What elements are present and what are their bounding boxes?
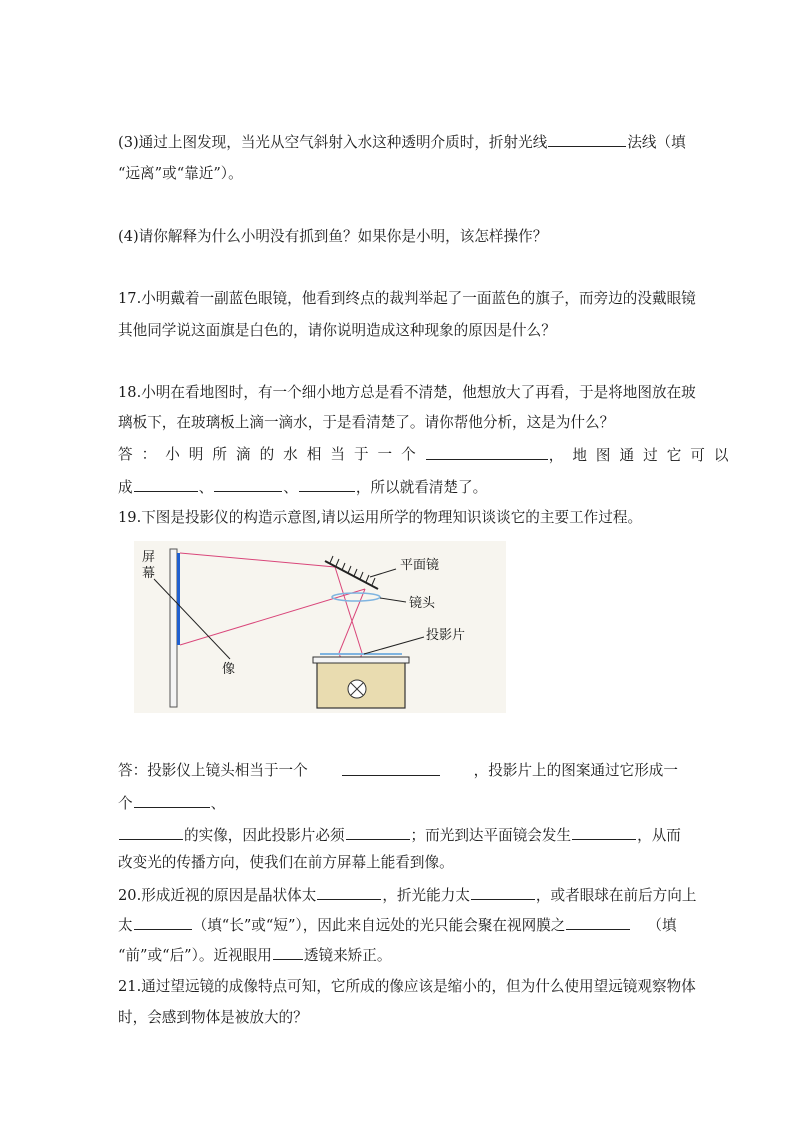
answer-blank[interactable] xyxy=(426,444,548,460)
q21-line1: 21.通过望远镜的成像特点可知，它所成的像应该是缩小的，但为什么使用望远镜观察物体 xyxy=(118,978,696,995)
answer-blank[interactable] xyxy=(346,824,410,840)
q18-answer2-text: 成 xyxy=(118,479,133,496)
q20-text-1: 20.形成近视的原因是晶状体太 xyxy=(118,887,317,904)
q19-answer2-text: 个 xyxy=(118,795,133,812)
q20-text-5: （填“长”或“短”），因此来自远处的光只能会聚在视网膜之 xyxy=(192,917,566,934)
label-image: 像 xyxy=(222,662,236,677)
q17-line2: 其他同学说这面旗是白色的，请你说明造成这种现象的原因是什么？ xyxy=(118,322,556,339)
projector-diagram xyxy=(134,541,506,713)
label-lens: 镜头 xyxy=(409,596,436,611)
answer-blank[interactable] xyxy=(548,131,626,147)
q16-part4: (4)请你解释为什么小明没有抓到鱼？如果你是小明，该怎样操作？ xyxy=(118,228,548,245)
q21-line2: 时，会感到物体是被放大的？ xyxy=(118,1009,308,1026)
answer-blank[interactable] xyxy=(471,884,535,900)
q16-part3-text-end: 法线（填 xyxy=(627,134,686,151)
answer-blank[interactable] xyxy=(134,476,198,492)
q18-line1: 18.小明在看地图时，有一个细小地方总是看不清楚，他想放大了再看，于是将地图放在玻 xyxy=(118,384,696,401)
q18-answer-line1 xyxy=(118,444,738,467)
q19-answer1-text-end: ，投影片上的图案通过它形成一 xyxy=(473,762,678,779)
answer-blank[interactable] xyxy=(342,760,440,776)
answer-blank[interactable] xyxy=(572,824,636,840)
answer-blank[interactable] xyxy=(317,884,381,900)
q17-line1: 17.小明戴着一副蓝色眼镜，他看到终点的裁判举起了一面蓝色的旗子，而旁边的没戴眼镜 xyxy=(118,290,696,307)
q16-part3-line2: “远离”或“靠近”）。 xyxy=(118,165,243,182)
q18-answer2-sep1: 、 xyxy=(198,479,214,496)
answer-blank[interactable] xyxy=(566,914,630,930)
q18-line2: 璃板下，在玻璃板上滴一滴水，于是看清楚了。请你帮他分析，这是为什么？ xyxy=(118,414,615,431)
q20-line2 xyxy=(118,914,678,937)
label-slide: 投影片 xyxy=(426,628,466,643)
q19-line1: 19.下图是投影仪的构造示意图,请以运用所学的物理知识谈谈它的主要工作过程。 xyxy=(118,509,643,526)
answer-blank[interactable] xyxy=(273,944,303,960)
q18-answer2-sep2: 、 xyxy=(283,479,298,496)
q20-line3 xyxy=(118,944,678,967)
q20-text-8: 透镜来矫正。 xyxy=(303,947,392,964)
answer-blank[interactable] xyxy=(119,824,183,840)
q19-answer-line1 xyxy=(118,760,678,782)
q20-text-3: ，或者眼球在前后方向上 xyxy=(535,887,697,904)
label-mirror: 平面镜 xyxy=(400,558,440,573)
q19-answer3-text: 的实像，因此投影片必须 xyxy=(184,827,345,844)
q20-text-4: 太 xyxy=(118,917,133,934)
answer-blank[interactable] xyxy=(214,476,282,492)
label-screen-2: 幕 xyxy=(142,566,156,581)
q20-text-7: “前”或“后”）。近视眼用 xyxy=(118,947,272,964)
q16-part3-line1 xyxy=(118,131,686,154)
q19-answer-line2 xyxy=(118,792,678,815)
q19-answer3-mid: ；而光到达平面镜会发生 xyxy=(410,827,572,844)
q18-answer2-end: ，所以就看清楚了。 xyxy=(355,479,488,496)
q18-answer-line2 xyxy=(118,476,678,499)
q19-answer2-sep: 、 xyxy=(210,795,226,812)
q19-answer-line4: 改变光的传播方向，使我们在前方屏幕上能看到像。 xyxy=(118,854,454,871)
screen-pole xyxy=(170,549,177,707)
q19-answer-line3 xyxy=(118,824,681,847)
q16-part3-text: (3)通过上图发现，当光从空气斜射入水这种透明介质时，折射光线 xyxy=(118,134,548,151)
answer-blank[interactable] xyxy=(299,476,355,492)
q18-answer-text: 答：小明所滴的水相当于一个 xyxy=(118,446,425,463)
answer-blank[interactable] xyxy=(134,792,210,808)
screen-image-bar xyxy=(177,553,180,645)
projector-diagram-svg xyxy=(134,541,506,713)
q18-answer-text-end: ，地图通过它可以 xyxy=(548,447,738,464)
q20-line1 xyxy=(118,884,697,907)
q19-answer1-text: 答：投影仪上镜头相当于一个 xyxy=(118,762,308,779)
projector-box xyxy=(313,654,409,708)
q18-answer-mid xyxy=(425,444,738,467)
q19-answer3-end: ，从而 xyxy=(637,827,681,844)
q20-text-6: （填 xyxy=(647,917,677,934)
label-screen-1: 屏 xyxy=(142,550,156,565)
answer-blank[interactable] xyxy=(134,914,192,930)
q20-text-2: ，折光能力太 xyxy=(382,887,470,904)
